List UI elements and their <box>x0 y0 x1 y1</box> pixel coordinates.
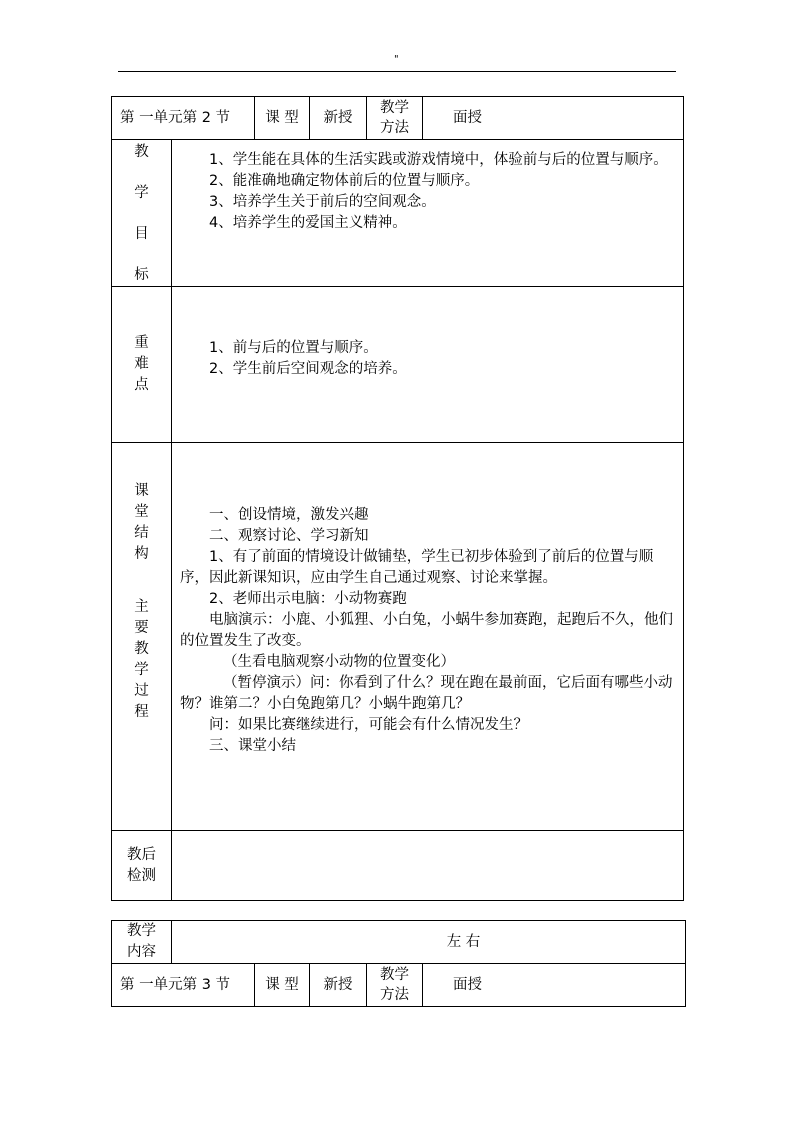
type-value-cell: 新授 <box>310 97 367 140</box>
type-value-cell-2: 新授 <box>310 964 367 1007</box>
key-label-char-1: 重 <box>134 335 149 351</box>
goals-row <box>112 140 684 287</box>
key-point-item: 1、前与后的位置与顺序。 <box>209 339 378 356</box>
key-label-char-2: 难 <box>134 356 149 372</box>
goals-label-char-3: 目 <box>134 226 149 242</box>
key-content-cell <box>172 287 684 443</box>
structure-label-char: 构 <box>134 546 149 562</box>
goal-item: 3、培养学生关于前后的空间观念。 <box>209 194 436 210</box>
process-label-char: 要 <box>134 620 149 636</box>
method-label-cell <box>367 97 423 140</box>
key-point-item: 2、学生前后空间观念的培养。 <box>209 360 407 377</box>
structure-label-char: 堂 <box>134 504 149 520</box>
goal-item: 2、能准确地确定物体前后的位置与顺序。 <box>209 173 480 189</box>
method-label-cell-2 <box>367 964 423 1007</box>
process-item: 二、观察讨论、学习新知 <box>209 528 369 544</box>
process-label-cell <box>112 443 172 831</box>
method-label-line-2: 方法 <box>380 120 409 136</box>
process-item: 电脑演示：小鹿、小狐狸、小白兔，小蜗牛参加赛跑，起跑后不久，他们的位置发生了改变。 <box>180 612 673 649</box>
goals-label-char-4: 标 <box>134 267 149 283</box>
after-content-cell <box>172 831 684 901</box>
unit-cell: 第 一单元第 2 节 <box>112 97 255 140</box>
key-label-cell <box>112 287 172 443</box>
content-label-line-2: 内容 <box>127 944 156 960</box>
process-item: 1、有了前面的情境设计做铺垫，学生已初步体验到了前后的位置与顺序，因此新课知识，应由学生自己通过观察、讨论来掌握。 <box>180 549 654 586</box>
after-class-row <box>112 831 684 901</box>
goal-item: 4、培养学生的爱国主义精神。 <box>209 215 407 231</box>
type-label-cell-2: 课 型 <box>255 964 310 1007</box>
unit-cell-2: 第 一单元第 3 节 <box>112 964 255 1007</box>
process-item: 三、课堂小结 <box>209 738 296 754</box>
goals-label-cell <box>112 140 172 287</box>
goals-label-char-2: 学 <box>134 185 149 201</box>
content-label-line-1: 教学 <box>127 923 156 939</box>
content-row <box>112 921 686 964</box>
method-value-cell-2: 面授 <box>423 964 686 1007</box>
structure-label-char: 课 <box>134 483 149 499</box>
process-label-char: 学 <box>134 662 149 678</box>
lesson-info-row <box>112 97 684 140</box>
after-label-cell <box>112 831 172 901</box>
after-label-line-1: 教后 <box>127 846 156 863</box>
process-label-char: 主 <box>134 599 149 615</box>
method-label-line-1: 教学 <box>380 967 409 983</box>
method-label-line-1: 教学 <box>380 100 409 116</box>
content-label-cell <box>112 921 172 964</box>
process-item: （暂停演示）问：你看到了什么？现在跑在最前面，它后面有哪些小动物？谁第二？小白兔跑第几？小蜗牛跑第几？ <box>180 675 673 712</box>
process-item: 问：如果比赛继续进行，可能会有什么情况发生？ <box>209 717 528 733</box>
structure-label-char: 结 <box>134 525 149 541</box>
process-item: （生看电脑观察小动物的位置变化） <box>223 654 455 670</box>
header-rule <box>118 71 676 72</box>
process-item: 一、创设情境，激发兴趣 <box>209 507 369 523</box>
lesson-plan-table-2 <box>111 920 686 1007</box>
goal-item: 1、学生能在具体的生活实践或游戏情境中，体验前与后的位置与顺序。 <box>209 152 668 168</box>
content-value-cell: 左 右 <box>172 921 686 964</box>
method-value-cell: 面授 <box>423 97 684 140</box>
goals-label-char-1: 教 <box>134 144 149 160</box>
key-label-char-3: 点 <box>134 377 149 393</box>
method-label-line-2: 方法 <box>380 987 409 1003</box>
type-label-cell: 课 型 <box>255 97 310 140</box>
process-label-char: 教 <box>134 641 149 657</box>
lesson-plan-table-1 <box>111 96 684 901</box>
header-mark: " <box>394 54 399 65</box>
lesson-info-row-2 <box>112 964 686 1007</box>
after-label-line-2: 检测 <box>127 867 156 884</box>
process-content-cell <box>172 443 684 831</box>
process-row <box>112 443 684 831</box>
process-label-char: 程 <box>134 704 149 720</box>
process-label-char: 过 <box>134 683 149 699</box>
process-item: 2、老师出示电脑：小动物赛跑 <box>209 591 407 607</box>
key-points-row <box>112 287 684 443</box>
goals-content-cell <box>172 140 684 287</box>
